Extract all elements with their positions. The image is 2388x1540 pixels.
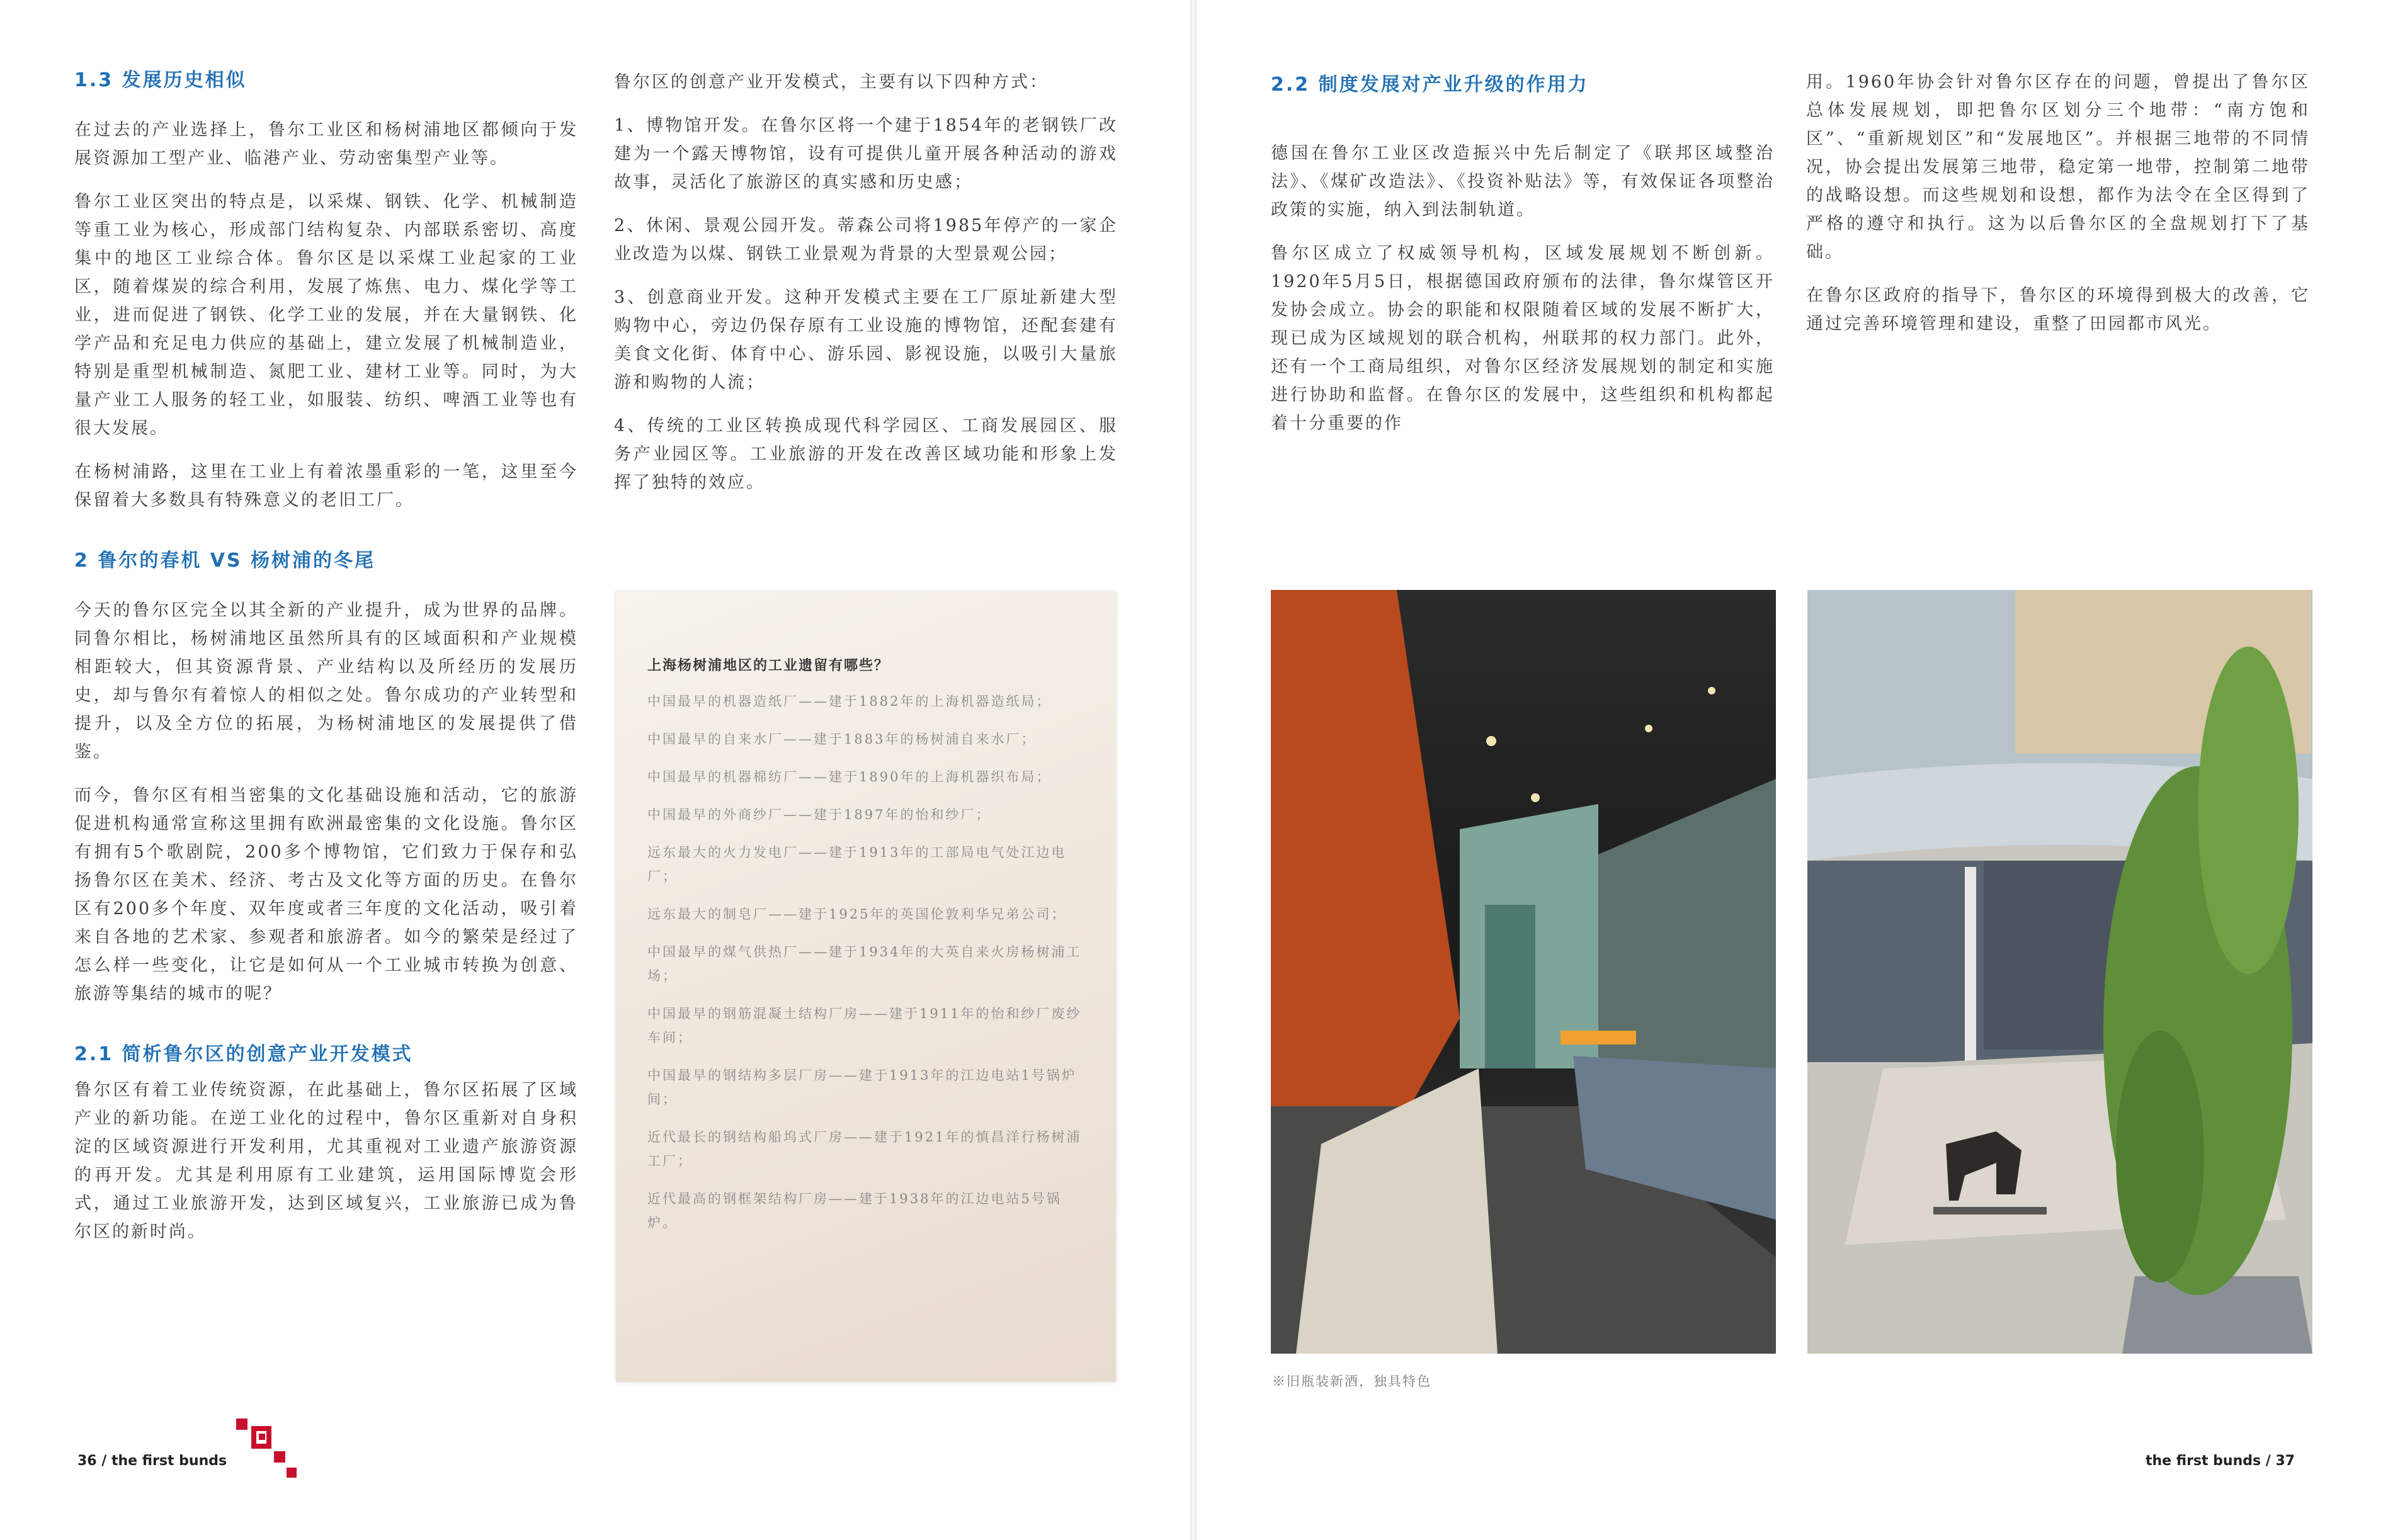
left-column-2 [614, 68, 1118, 512]
paragraph: 鲁尔区的创意产业开发模式，主要有以下四种方式： [614, 72, 1049, 92]
paragraph: 3、创意商业开发。这种开发模式主要在工厂原址新建大型购物中心，旁边仍保存原有工业设施的博物馆，还配套建有美食文化街、体育中心、游乐园、影视设施，以吸引大量旅游和购物的人流； [614, 288, 1118, 392]
heading-2-1: 2.1 简析鲁尔区的创意产业开发模式 [74, 1043, 413, 1065]
paragraph: 今天的鲁尔区完全以其全新的产业提升，成为世界的品牌。同鲁尔相比，杨树浦地区虽然所具有的区域面积和产业规模相距较大，但其资源背景、产业结构以及所经历的发展历史，却与鲁尔有着惊人的相似之处。鲁尔成功的产业转型和提升，以及全方位的拓展，为杨树浦地区的发展提供了借鉴。 [74, 601, 578, 762]
paragraph: 1、博物馆开发。在鲁尔区将一个建于1854年的老钢铁厂改建为一个露天博物馆，设有可提供儿童开展各种活动的游戏故事，灵活化了旅游区的真实感和历史感； [614, 116, 1118, 192]
sidebar-title: 上海杨树浦地区的工业遗留有哪些？ [647, 658, 890, 674]
paragraph: 鲁尔区有着工业传统资源，在此基础上，鲁尔区拓展了区域产业的新功能。在逆工业化的过程中，鲁尔区重新对自身积淀的区域资源进行开发利用，尤其重视对工业遗产旅游资源的再开发。尤其是利用原有工业建筑，运用国际博览会形式，通过工业旅游开发，达到区域复兴，工业旅游已成为鲁尔区的新时尚。 [74, 1080, 578, 1242]
heading-2-2: 2.2 制度发展对产业升级的作用力 [1271, 74, 1589, 96]
left-page-number: 36 / the first bunds [77, 1453, 227, 1469]
industrial-heritage-sidebar [616, 592, 1116, 1382]
paragraph: 2、休闲、景观公园开发。蒂森公司将1985年停产的一家企业改造为以煤、钢铁工业景观为背景的大型景观公园； [614, 216, 1118, 264]
page-gutter [1190, 0, 1197, 1540]
list-item: 中国最早的钢结构多层厂房——建于1913年的江边电站1号锅炉间； [647, 1068, 1077, 1107]
list-item: 中国最早的机器棉纺厂——建于1890年的上海机器织布局； [647, 769, 1052, 784]
right-column-1 [1271, 72, 1775, 453]
paragraph: 在杨树浦路，这里在工业上有着浓墨重彩的一笔，这里至今保留着大多数具有特殊意义的老旧工厂。 [74, 462, 578, 510]
heading-2: 2 鲁尔的春机 VS 杨树浦的冬尾 [74, 550, 376, 572]
left-page [0, 0, 1190, 1540]
paragraph: 鲁尔工业区突出的特点是，以采煤、钢铁、化学、机械制造等重工业为核心，形成部门结构复杂、内部联系密切、高度集中的地区工业综合体。鲁尔区是以采煤工业起家的工业区，随着煤炭的综合利用，发展了炼焦、电力、煤化学等工业，进而促进了钢铁、化学工业的发展，并在大量钢铁、化学产品和充足电力供应的基础上，建立发展了机械制造业，特别是重型机械制造、氮肥工业、建材工业等。同时，为大量产业工人服务的轻工业，如服装、纺织、啤酒工业等也有很大发展。 [74, 192, 578, 438]
list-item: 中国最早的煤气供热厂——建于1934年的大英自来火房杨树浦工场； [647, 944, 1082, 983]
sidebar-list [647, 689, 1088, 1248]
pixel-logo-icon [236, 1418, 297, 1479]
paragraph: 在过去的产业选择上，鲁尔工业区和杨树浦地区都倾向于发展资源加工型产业、临港产业、劳动密集型产业等。 [74, 120, 578, 168]
list-item: 中国最早的机器造纸厂——建于1882年的上海机器造纸局； [647, 694, 1052, 709]
list-item: 中国最早的自来水厂——建于1883年的杨树浦自来水厂； [647, 732, 1037, 747]
list-item: 远东最大的火力发电厂——建于1913年的工部局电气处江边电厂； [647, 845, 1067, 884]
paragraph: 而今，鲁尔区有相当密集的文化基础设施和活动，它的旅游促进机构通常宣称这里拥有欧洲最密集的文化设施。鲁尔区有拥有5个歌剧院，200多个博物馆，它们致力于保存和弘扬鲁尔区在美术、经济、考古及文化等方面的历史。在鲁尔区有200多个年度、双年度或者三年度的文化活动，吸引着来自各地的艺术家、参观者和旅游者。如今的繁荣是经过了怎么样一些变化，让它是如何从一个工业城市转换为创意、旅游等集结的城市的呢？ [74, 786, 578, 1004]
right-page [1197, 0, 2388, 1540]
list-item: 近代最长的钢结构船坞式厂房——建于1921年的慎昌洋行杨树浦工厂； [647, 1130, 1082, 1169]
heading-1-3: 1.3 发展历史相似 [74, 69, 247, 91]
paragraph: 在鲁尔区政府的指导下，鲁尔区的环境得到极大的改善，它通过完善环境管理和建设，重整了田园都市风光。 [1806, 286, 2310, 334]
courtyard-photo [1807, 590, 2312, 1354]
left-column-1 [74, 68, 578, 1261]
industrial-interior-photo [1271, 590, 1776, 1354]
paragraph: 4、传统的工业区转换成现代科学园区、工商发展园区、服务产业园区等。工业旅游的开发在改善区域功能和形象上发挥了独特的效应。 [614, 416, 1118, 492]
right-column-2 [1806, 68, 2310, 353]
list-item: 远东最大的制皂厂——建于1925年的英国伦敦利华兄弟公司； [647, 907, 1067, 922]
paragraph: 鲁尔区成立了权威领导机构，区域发展规划不断创新。1920年5月5日，根据德国政府颁布的法律，鲁尔煤管区开发协会成立。协会的职能和权限随着区域的发展不断扩大，现已成为区域规划的联合机构，州联邦的权力部门。此外，还有一个工商局组织，对鲁尔区经济发展规划的制定和实施进行协助和监督。在鲁尔区的发展中，这些组织和机构都起着十分重要的作 [1271, 244, 1775, 433]
paragraph: 用。1960年协会针对鲁尔区存在的问题，曾提出了鲁尔区总体发展规划，即把鲁尔区划分三个地带：“南方饱和区”、“重新规划区”和“发展地区”。并根据三地带的不同情况，协会提出发展第三地带，稳定第一地带，控制第二地带的战略设想。而这些规划和设想，都作为法令在全区得到了严格的遵守和执行。这为以后鲁尔区的全盘规划打下了基础。 [1806, 72, 2310, 262]
photo-caption: ※旧瓶装新酒，独具特色 [1272, 1374, 1431, 1389]
list-item: 中国最早的外商纱厂——建于1897年的怡和纱厂； [647, 807, 991, 822]
list-item: 近代最高的钢框架结构厂房——建于1938年的江边电站5号锅炉。 [647, 1191, 1062, 1230]
paragraph: 德国在鲁尔工业区改造振兴中先后制定了《联邦区域整治法》、《煤矿改造法》、《投资补贴法》等，有效保证各项整治政策的实施，纳入到法制轨道。 [1271, 144, 1775, 220]
list-item: 中国最早的钢筋混凝土结构厂房——建于1911年的怡和纱厂废纱车间； [647, 1006, 1082, 1045]
right-page-number: the first bunds / 37 [2146, 1453, 2295, 1469]
